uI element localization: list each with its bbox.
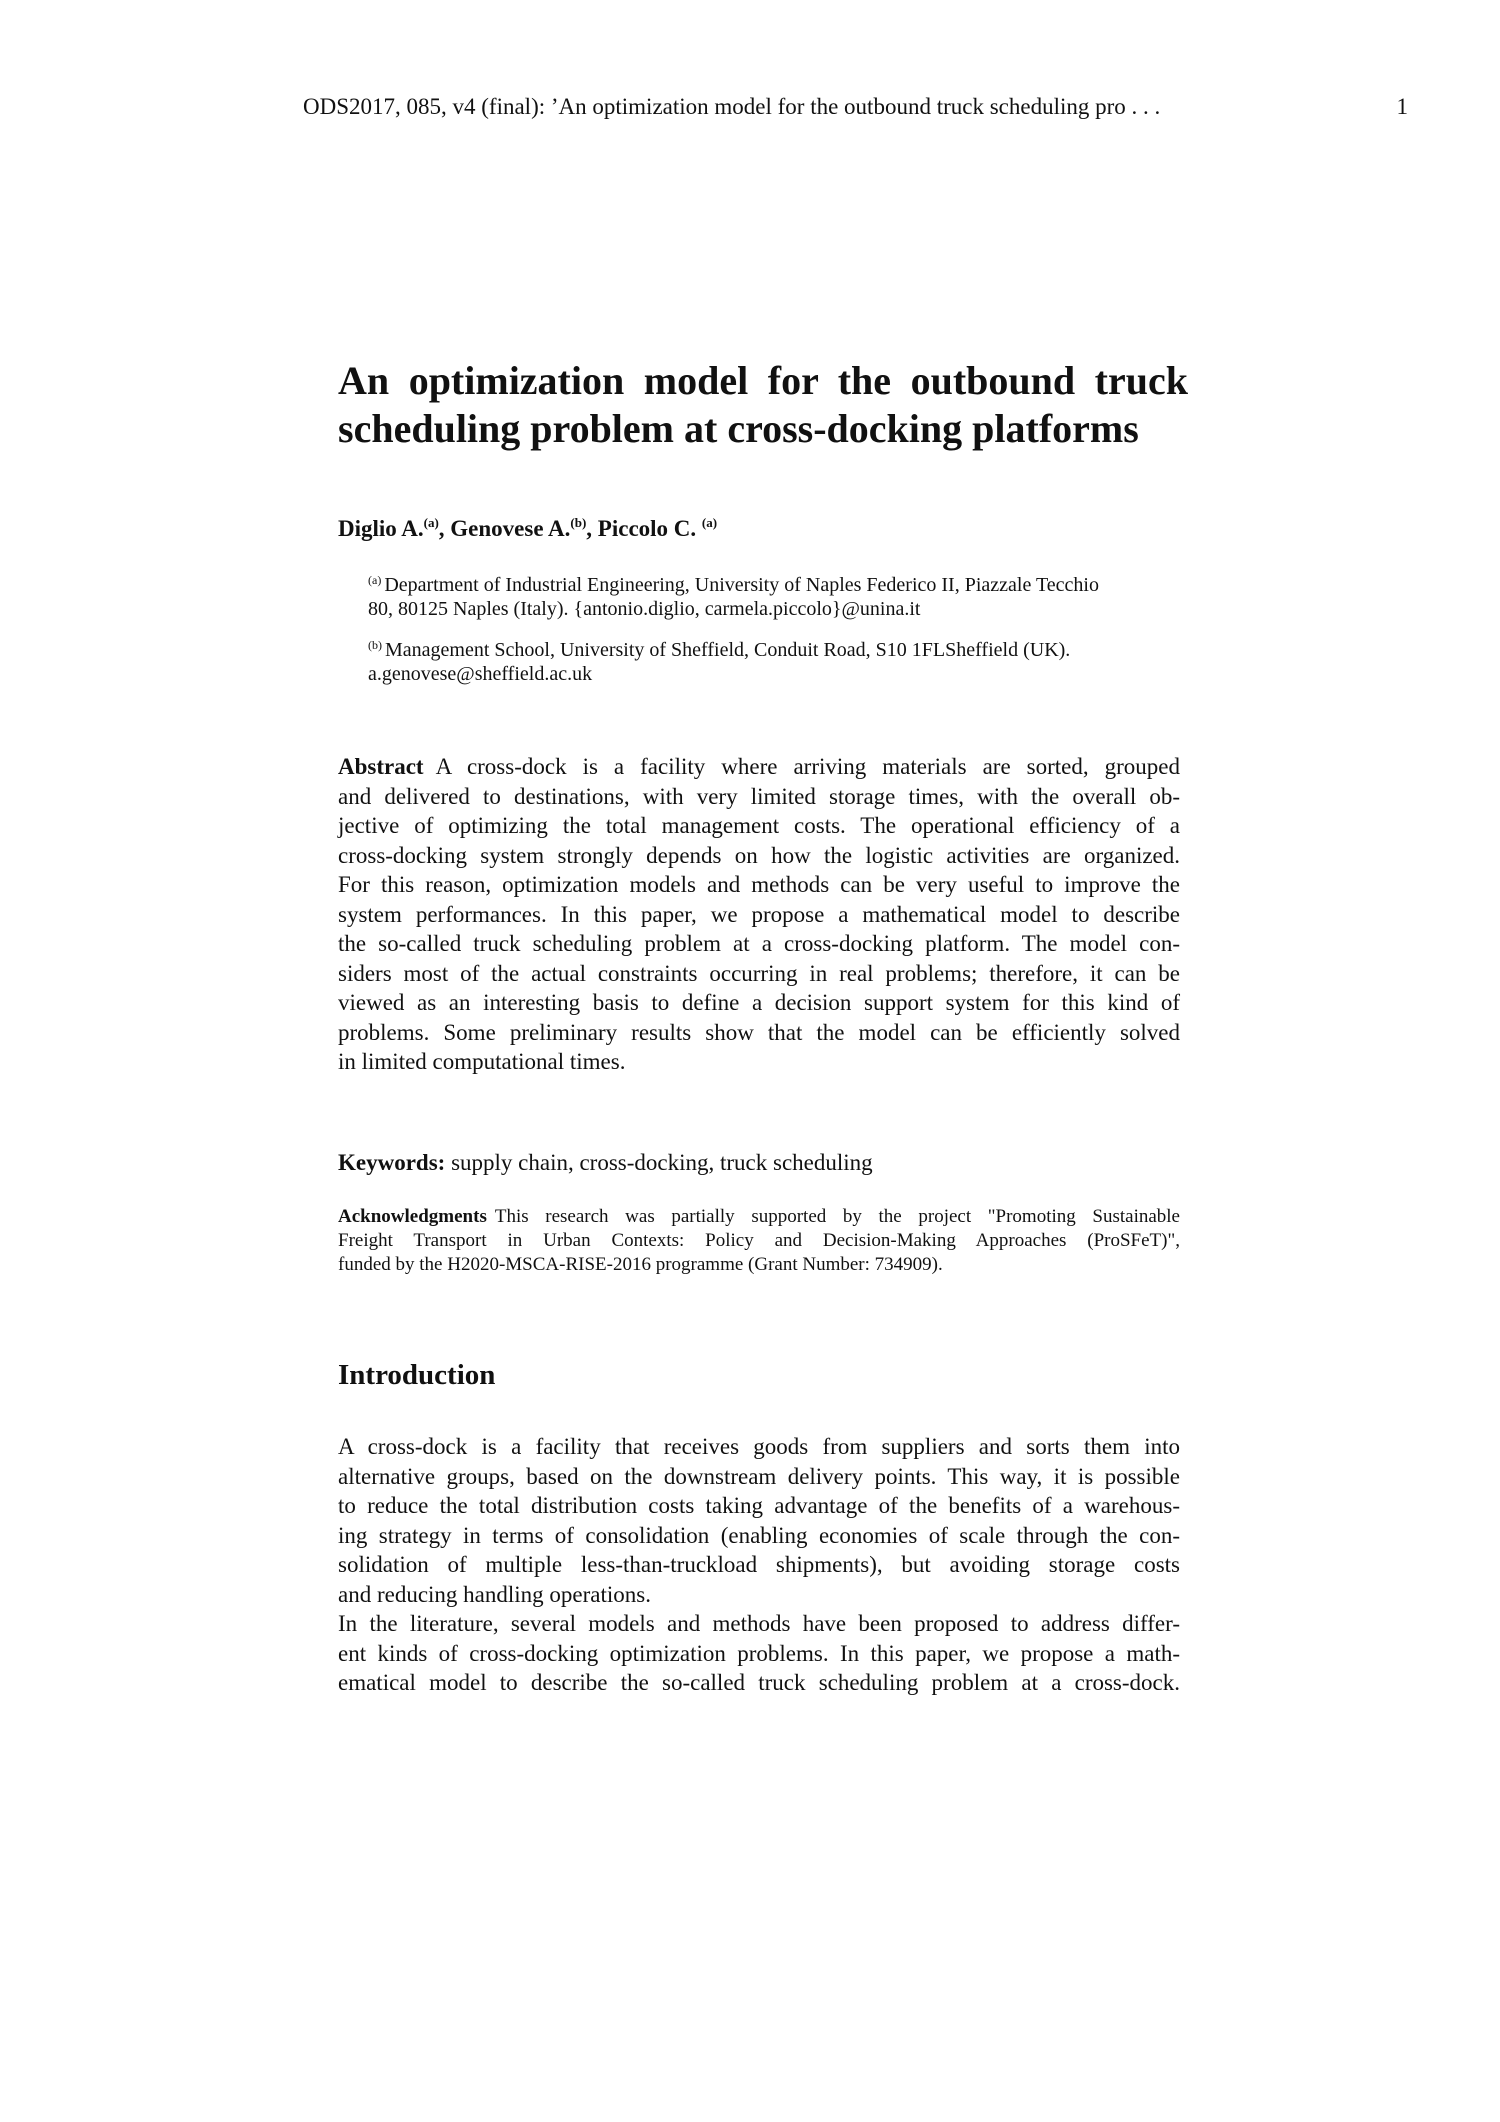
affiliation-a-mark: (a): [368, 573, 382, 587]
abstract: [338, 752, 1180, 1077]
affiliation-b-text-1: Management School, University of Sheffield, Conduit Road, S10 1FLSheffield (UK).: [385, 639, 1071, 661]
abstract-line: system performances. In this paper, we propose a mathematical model to describe: [338, 901, 1180, 927]
introduction-line: alternative groups, based on the downstream delivery points. This way, it is possible: [338, 1463, 1180, 1489]
author-affiliation-mark-2: (b): [570, 515, 587, 530]
author-name-1: Diglio A.: [338, 516, 424, 541]
affiliation-b-line-2: a.genovese@sheffield.ac.uk: [368, 663, 593, 685]
introduction-line: ing strategy in terms of consolidation (enabling economies of scale through the con-: [338, 1522, 1180, 1548]
author-affiliation-mark-3: (a): [701, 515, 718, 530]
section-heading-introduction: Introduction: [338, 1359, 496, 1391]
abstract-line: problems. Some preliminary results show that the model can be efficiently solved: [338, 1019, 1180, 1045]
affiliation-b-mark: (b): [368, 638, 382, 652]
introduction-body: [338, 1432, 1180, 1698]
acknowledgments-line-2: Freight Transport in Urban Contexts: Policy and Decision-Making Approaches (ProSFeT)",: [338, 1230, 1180, 1251]
acknowledgments: [338, 1205, 1180, 1277]
introduction-line: A cross-dock is a facility that receives goods from suppliers and sorts them into: [338, 1434, 1180, 1459]
introduction-line: solidation of multiple less-than-truckload shipments), but avoiding storage costs: [338, 1552, 1180, 1577]
abstract-line: cross-docking system strongly depends on how the logistic activities are organized.: [338, 842, 1180, 868]
abstract-line: and delivered to destinations, with very limited storage times, with the overall ob-: [338, 783, 1180, 809]
page-number: 1: [1396, 94, 1408, 119]
author-list: [338, 514, 717, 544]
title-line-1: An optimization model for the outbound truck: [338, 358, 1188, 403]
author-name-3: , Piccolo C.: [586, 516, 702, 541]
affiliation-a: [368, 573, 1168, 621]
affiliation-b-line-1: [368, 638, 1168, 662]
affiliation-a-line-1: [368, 573, 1168, 597]
paper-title: [338, 357, 1188, 453]
introduction-paragraph-1-last-line: and reducing handling operations.: [338, 1581, 651, 1607]
introduction-line: ematical model to describe the so-called truck scheduling problem at a cross-dock.: [338, 1670, 1180, 1695]
affiliation-a-line-2: 80, 80125 Naples (Italy). {antonio.diglio, carmela.piccolo}@unina.it: [368, 598, 921, 620]
abstract-line: viewed as an interesting basis to define a decision support system for this kind of: [338, 990, 1180, 1015]
introduction-line: to reduce the total distribution costs taking advantage of the benefits of a warehous-: [338, 1493, 1180, 1518]
abstract-line: siders most of the actual constraints occurring in real problems; therefore, it can be: [338, 960, 1180, 986]
abstract-line-0: [338, 752, 1180, 782]
acknowledgments-first-line: This research was partially supported by the project "Promoting Sustainable: [494, 1206, 1180, 1227]
introduction-line: In the literature, several models and methods have been proposed to address differ-: [338, 1611, 1180, 1636]
running-title: ODS2017, 085, v4 (final): ’An optimization model for the outbound truck scheduling pro . . .: [303, 94, 1161, 119]
abstract-first-line: A cross-dock is a facility where arriving materials are sorted, grouped: [435, 754, 1180, 779]
abstract-last-line: in limited computational times.: [338, 1049, 626, 1074]
keywords-text: supply chain, cross-docking, truck scheduling: [445, 1150, 873, 1175]
keywords-label: Keywords:: [338, 1150, 446, 1175]
acknowledgments-label: Acknowledgments: [338, 1206, 487, 1227]
acknowledgments-line-1: [338, 1205, 1180, 1229]
abstract-line: jective of optimizing the total management costs. The operational efficiency of a: [338, 813, 1180, 838]
affiliation-a-text-1: Department of Industrial Engineering, University of Naples Federico II, Piazzale Tecchio: [384, 574, 1099, 596]
abstract-label: Abstract: [338, 754, 424, 779]
abstract-line: the so-called truck scheduling problem at a cross-docking platform. The model con-: [338, 931, 1180, 956]
author-name-2: , Genovese A.: [438, 516, 571, 541]
title-line-2: scheduling problem at cross-docking platforms: [338, 406, 1139, 451]
author-affiliation-mark-1: (a): [423, 515, 439, 530]
introduction-line: ent kinds of cross-docking optimization problems. In this paper, we propose a math-: [338, 1640, 1180, 1666]
affiliation-b: [368, 638, 1168, 686]
acknowledgments-last-line: funded by the H2020-MSCA-RISE-2016 programme (Grant Number: 734909).: [338, 1254, 943, 1275]
abstract-line: For this reason, optimization models and methods can be very useful to improve the: [338, 872, 1180, 897]
keywords: [338, 1148, 873, 1178]
